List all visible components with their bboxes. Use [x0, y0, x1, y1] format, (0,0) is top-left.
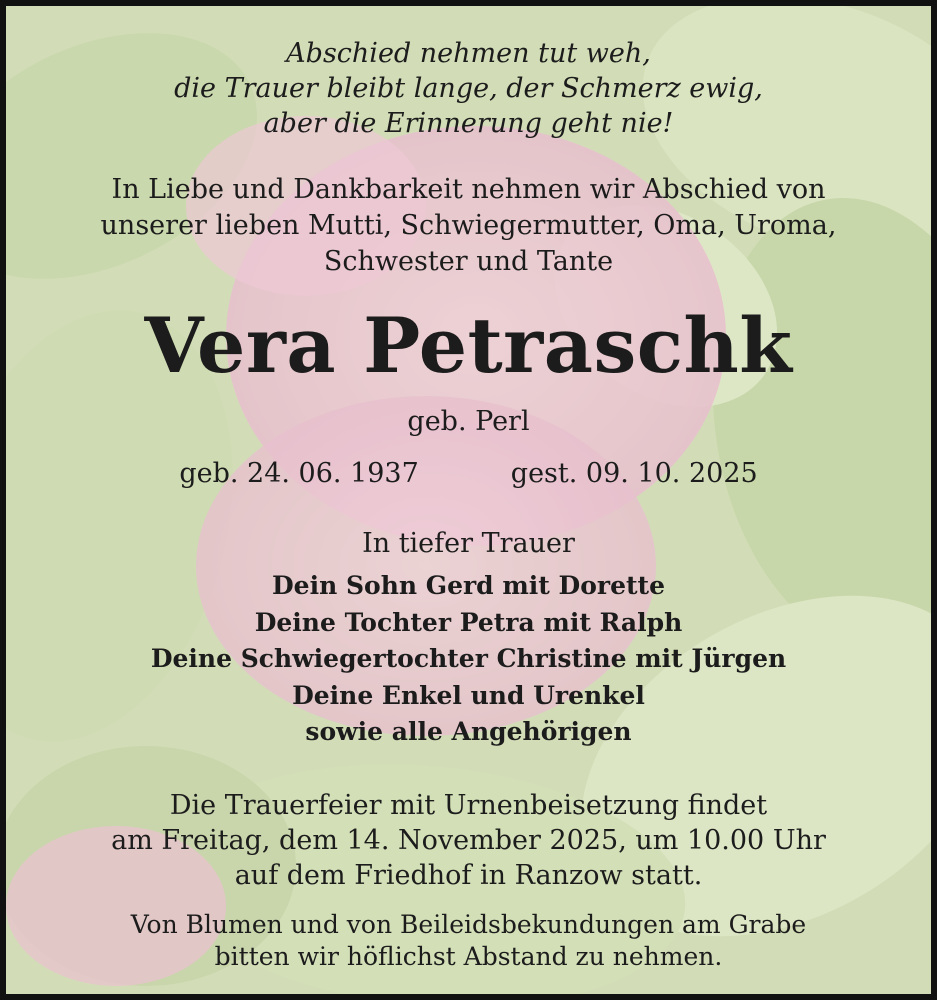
intro-line: In Liebe und Dankbarkeit nehmen wir Abschied von: [111, 174, 826, 205]
life-dates: [6, 456, 931, 492]
mourning-label: In tiefer Trauer: [362, 528, 575, 559]
funeral-service-info: [6, 788, 931, 893]
service-line: auf dem Friedhof in Ranzow statt.: [234, 860, 703, 891]
birth-date: geb. 24. 06. 1937: [179, 458, 419, 489]
family-list: [6, 568, 931, 751]
family-member: Deine Tochter Petra mit Ralph: [254, 607, 683, 637]
deceased-name: Vera Petraschk: [144, 301, 793, 390]
death-date: gest. 09. 10. 2025: [510, 458, 758, 489]
quote-line: Abschied nehmen tut weh,: [286, 38, 651, 69]
service-line: Die Trauerfeier mit Urnenbeisetzung findet: [169, 790, 768, 821]
family-member: Dein Sohn Gerd mit Dorette: [272, 571, 665, 600]
intro-block: [6, 172, 931, 280]
family-member: sowie alle Angehörigen: [305, 717, 632, 746]
intro-line: unserer lieben Mutti, Schwiegermutter, Oma, Uroma,: [100, 210, 837, 241]
quote-block: [6, 36, 931, 141]
family-member: Deine Enkel und Urenkel: [292, 680, 645, 710]
quote-line: die Trauer bleibt lange, der Schmerz ewig,: [174, 73, 763, 104]
service-line: am Freitag, dem 14. November 2025, um 10.00 Uhr: [111, 825, 826, 856]
family-member: Deine Schwiegertochter Christine mit Jürgen: [150, 644, 787, 673]
request-line: bitten wir höflichst Abstand zu nehmen.: [214, 942, 723, 971]
maiden-name: geb. Perl: [407, 406, 530, 437]
request-line: Von Blumen und von Beileidsbekundungen am Grabe: [130, 910, 807, 939]
quote-line: aber die Erinnerung geht nie!: [263, 108, 674, 139]
intro-line: Schwester und Tante: [323, 246, 614, 277]
condolence-request: [6, 909, 931, 973]
